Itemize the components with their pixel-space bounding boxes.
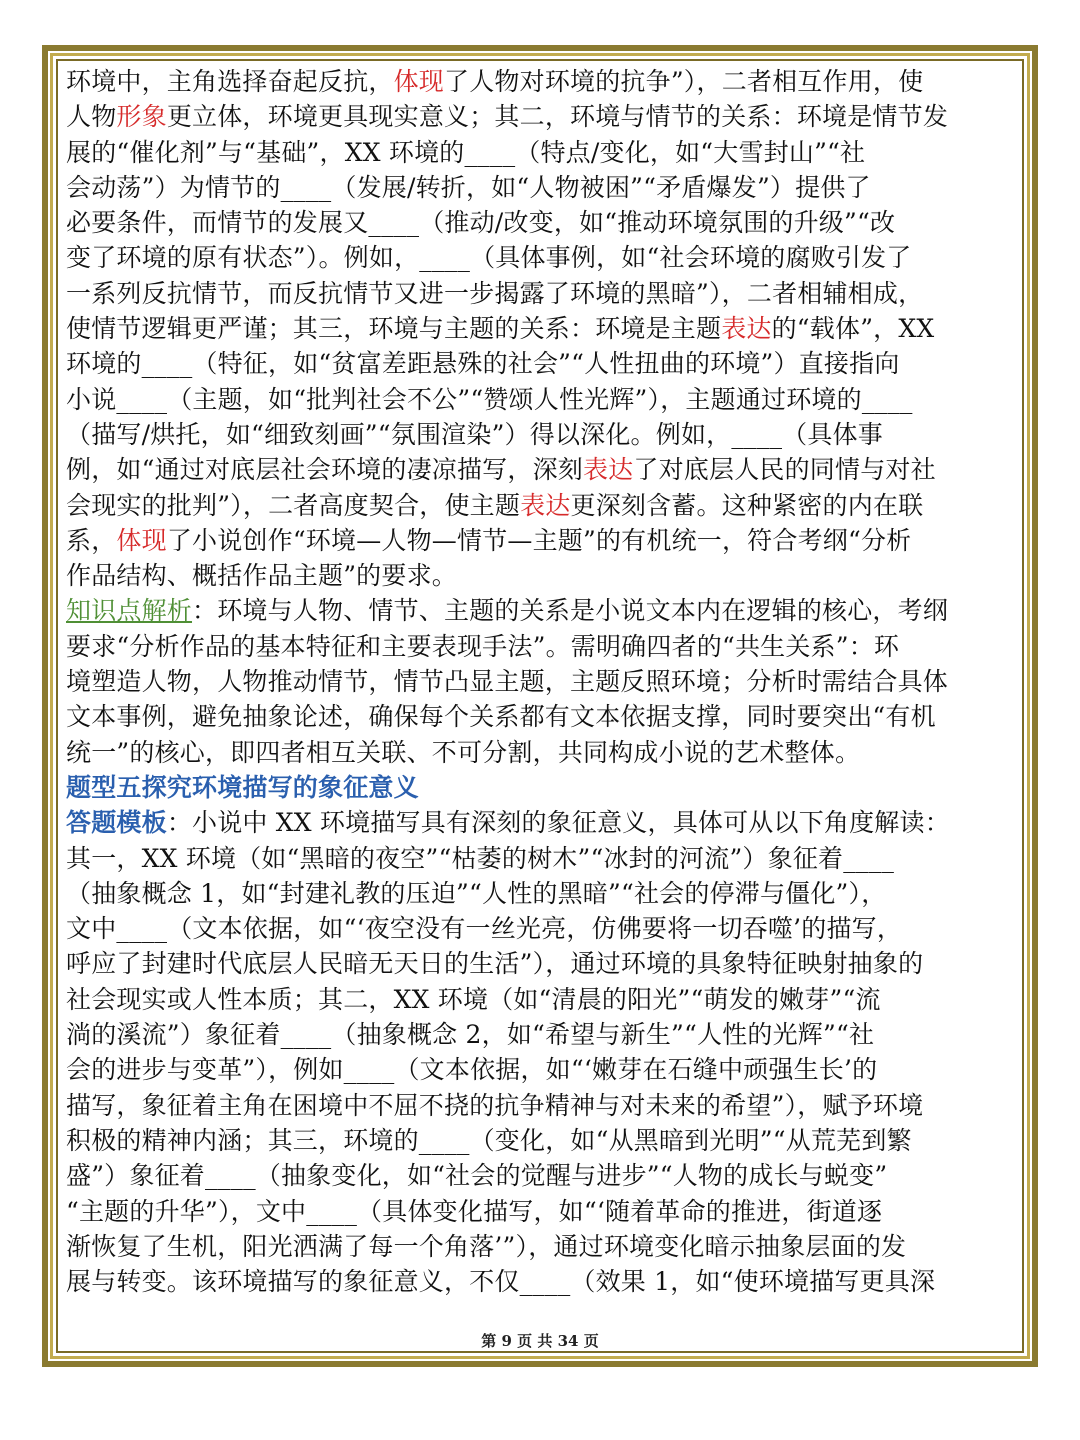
text-segment: （描写/烘托，如“细致刻画”“氛围渲染”）得以深化。例如，____（具体事 xyxy=(66,419,883,449)
document-body xyxy=(66,64,1014,1299)
text-line xyxy=(66,1264,1014,1299)
page-footer: 第 9 页 共 34 页 xyxy=(481,1332,599,1350)
text-line xyxy=(66,1229,1014,1264)
text-line xyxy=(66,1017,1014,1052)
text-segment: 小说____（主题，如“批判社会不公”“赞颂人性光辉”），主题通过环境的____ xyxy=(66,384,913,414)
text-line xyxy=(66,911,1014,946)
text-segment: 积极的精神内涵；其三，环境的____（变化，如“从黑暗到光明”“从荒芜到繁 xyxy=(66,1125,912,1155)
text-line xyxy=(66,558,1014,593)
text-line xyxy=(66,699,1014,734)
text-line xyxy=(66,735,1014,770)
highlight-keyword: 形象 xyxy=(116,102,167,132)
text-segment: 了人物对环境的抗争”），二者相互作用，使 xyxy=(444,67,924,96)
text-segment: 文本事例，避免抽象论述，确保每个关系都有文本依据支撑，同时要突出“有机 xyxy=(66,702,936,732)
highlight-keyword: 表达 xyxy=(520,490,571,520)
text-segment: 的“载体”，XX xyxy=(771,314,935,344)
text-line xyxy=(66,876,1014,911)
text-line xyxy=(66,311,1014,346)
highlight-keyword: 表达 xyxy=(721,314,772,344)
text-line xyxy=(66,664,1014,699)
text-segment: 描写，象征着主角在困境中不屈不挠的抗争精神与对未来的希望”），赋予环境 xyxy=(66,1090,924,1120)
text-line xyxy=(66,629,1014,664)
text-segment: 盛”）象征着____（抽象变化，如“社会的觉醒与进步”“人物的成长与蜕变” xyxy=(66,1161,888,1191)
text-segment: 要求“分析作品的基本特征和主要表现手法”。需明确四者的“共生关系”：环 xyxy=(66,631,900,661)
text-line xyxy=(66,346,1014,381)
text-segment: 环境中，主角选择奋起反抗， xyxy=(66,67,394,96)
highlight-keyword: 体现 xyxy=(393,67,445,96)
text-line xyxy=(66,170,1014,205)
section-heading: 题型五探究环境描写的象征意义 xyxy=(66,772,419,802)
text-line xyxy=(66,240,1014,275)
text-line xyxy=(66,770,1014,805)
text-segment: 了小说创作“环境—人物—情节—主题”的有机统一，符合考纲“分析 xyxy=(166,525,912,555)
text-line xyxy=(66,488,1014,523)
text-line xyxy=(66,417,1014,452)
text-line xyxy=(66,64,1014,99)
text-segment: 会的进步与变革”），例如____（文本依据，如“‘嫩芽在石缝中顽强生长’的 xyxy=(66,1055,878,1085)
text-segment: 一系列反抗情节，而反抗情节又进一步揭露了环境的黑暗”），二者相辅相成， xyxy=(66,278,924,308)
text-line xyxy=(66,135,1014,170)
text-line xyxy=(66,99,1014,134)
text-segment: 淌的溪流”）象征着____（抽象概念 2，如“希望与新生”“人性的光辉”“社 xyxy=(66,1020,875,1050)
text-line xyxy=(66,593,1014,628)
text-segment: 环境的____（特征，如“贫富差距悬殊的社会”“人性扭曲的环境”）直接指向 xyxy=(66,349,900,379)
text-line xyxy=(66,946,1014,981)
text-segment: 了对底层人民的同情与对社 xyxy=(633,455,936,485)
text-segment: 境塑造人物，人物推动情节，情节凸显主题，主题反照环境；分析时需结合具体 xyxy=(66,667,949,697)
text-line xyxy=(66,205,1014,240)
text-segment: ：环境与人物、情节、主题的关系是小说文本内在逻辑的核心，考纲 xyxy=(192,596,949,626)
text-segment: 变了环境的原有状态”）。例如，____（具体事例，如“社会环境的腐败引发了 xyxy=(66,243,912,273)
text-line xyxy=(66,1158,1014,1193)
text-segment: 展与转变。该环境描写的象征意义，不仅____（效果 1，如“使环境描写更具深 xyxy=(66,1267,936,1297)
text-segment: （抽象概念 1，如“封建礼教的压迫”“人性的黑暗”“社会的停滞与僵化”）， xyxy=(66,878,887,908)
text-line xyxy=(66,982,1014,1017)
text-segment: 使情节逻辑更严谨；其三，环境与主题的关系：环境是主题 xyxy=(66,314,722,344)
text-segment: 统一”的核心，即四者相互关联、不可分割，共同构成小说的艺术整体。 xyxy=(66,737,861,767)
text-line xyxy=(66,1194,1014,1229)
text-line xyxy=(66,841,1014,876)
text-segment: 会现实的批判”），二者高度契合，使主题 xyxy=(66,490,521,520)
text-line xyxy=(66,523,1014,558)
text-segment: 社会现实或人性本质；其二，XX 环境（如“清晨的阳光”“萌发的嫩芽”“流 xyxy=(66,984,881,1014)
text-segment: 渐恢复了生机，阳光洒满了每一个角落’”），通过环境变化暗示抽象层面的发 xyxy=(66,1231,907,1261)
text-line xyxy=(66,1052,1014,1087)
text-line xyxy=(66,1088,1014,1123)
text-segment: 文中____（文本依据，如“‘夜空没有一丝光亮，仿佛要将一切吞噬’的描写， xyxy=(66,914,903,944)
highlight-keyword: 表达 xyxy=(582,455,634,485)
section-label: 知识点解析 xyxy=(66,596,193,626)
text-line xyxy=(66,276,1014,311)
text-line xyxy=(66,1123,1014,1158)
highlight-keyword: 体现 xyxy=(116,525,167,555)
text-segment: 会动荡”）为情节的____（发展/转折，如“人物被困”“矛盾爆发”）提供了 xyxy=(66,172,871,202)
section-heading: 答题模板 xyxy=(66,808,167,838)
text-segment: ：小说中 XX 环境描写具有深刻的象征意义，具体可从以下角度解读： xyxy=(166,808,950,838)
text-segment: 更深刻含蓄。这种紧密的内在联 xyxy=(570,490,924,520)
text-segment: 例，如“通过对底层社会环境的凄凉描写，深刻 xyxy=(66,455,583,485)
text-segment: 人物 xyxy=(66,102,117,132)
text-line xyxy=(66,382,1014,417)
text-segment: 更立体，环境更具现实意义；其二，环境与情节的关系：环境是情节发 xyxy=(166,102,949,132)
text-segment: “主题的升华”），文中____（具体变化描写，如“‘随着革命的推进，街道逐 xyxy=(66,1196,883,1226)
text-segment: 必要条件，而情节的发展又____（推动/改变，如“推动环境氛围的升级”“改 xyxy=(66,208,896,238)
text-line xyxy=(66,452,1014,487)
text-line xyxy=(66,805,1014,840)
text-segment: 呼应了封建时代底层人民暗无天日的生活”），通过环境的具象特征映射抽象的 xyxy=(66,949,924,979)
text-segment: 其一，XX 环境（如“黑暗的夜空”“枯萎的树木”“冰封的河流”）象征着____ xyxy=(66,843,895,873)
text-segment: 系， xyxy=(66,525,117,555)
text-segment: 作品结构、概括作品主题”的要求。 xyxy=(66,561,457,591)
text-segment: 展的“催化剂”与“基础”，XX 环境的____（特点/变化，如“大雪封山”“社 xyxy=(66,137,866,167)
